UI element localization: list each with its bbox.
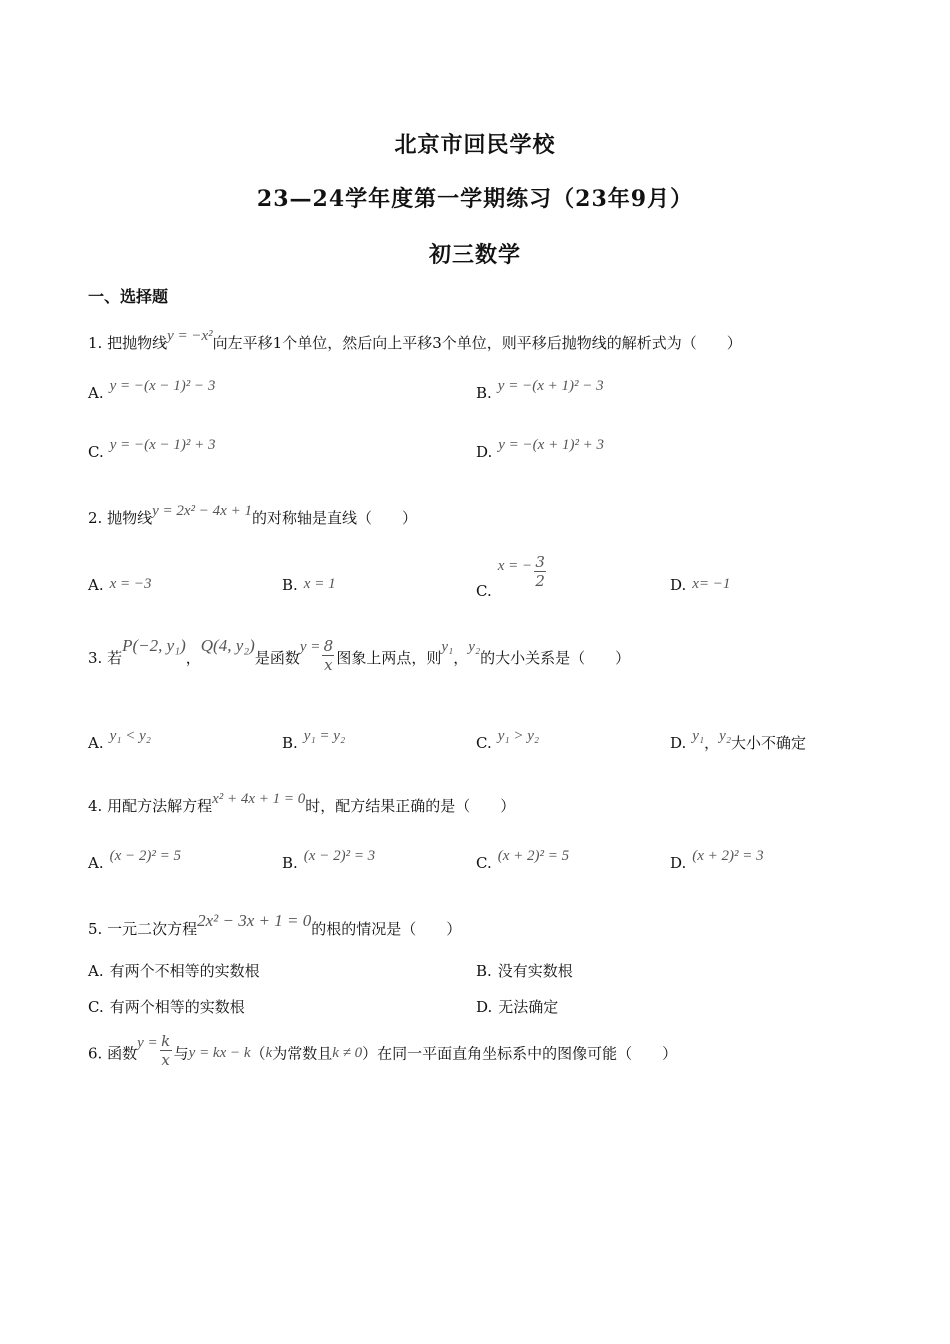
q2-fraction: $\frac{3}{2}$	[535, 553, 545, 590]
question-3: 3. 若P(−2, y₁)，Q(4, y₂)是函数y = $\frac{8}{x}$ 图象上两点，则y₁，y₂的大小关系是（ ）	[88, 636, 631, 674]
question-5: 5. 一元二次方程2x² − 3x + 1 = 0的根的情况是（ ）	[88, 911, 462, 938]
q4-number: 4.	[88, 797, 103, 815]
q5-option-a: A. 有两个不相等的实数根	[88, 962, 260, 980]
question-1	[88, 328, 742, 353]
q1-option-a: A. y = −(x − 1)² − 3	[88, 378, 216, 402]
q2-option-b: B. x = 1	[282, 576, 336, 594]
q3-option-d: D. y₁，y₂大小不确定	[670, 728, 807, 752]
question-6: 6. 函数y = $\frac{k}{x}$ 与y = kx − k（k为常数且k ≠ 0）在同一平面直角坐标系中的图像可能（ ）	[88, 1032, 678, 1069]
q5-number: 5.	[88, 920, 103, 938]
q6-linear-expr: y = kx − k	[188, 1044, 251, 1061]
q3-option-b: B. y₁ = y₂	[282, 728, 346, 752]
q4-option-d: D. (x + 2)² = 3	[670, 848, 764, 872]
q1-option-b: B. y = −(x + 1)² − 3	[476, 378, 604, 402]
q4-option-c: C. (x + 2)² = 5	[476, 848, 570, 872]
q4-expr: x² + 4x + 1 = 0	[212, 791, 306, 807]
section-heading: 一、选择题	[88, 287, 169, 306]
q4-option-a: A. (x − 2)² = 5	[88, 848, 181, 872]
q2-expr: y = 2x² − 4x + 1	[152, 503, 252, 519]
q6-fraction: $\frac{k}{x}$	[161, 1032, 171, 1069]
q2-text-a: 抛物线	[107, 509, 153, 527]
q2-option-d: D. x= −1	[670, 576, 731, 594]
q3-point-q: Q(4, y₂)	[200, 636, 255, 655]
q2-option-c: C.x = − $\frac{3}{2}$	[476, 553, 545, 600]
q3-point-p: P(−2, y₁)	[122, 636, 186, 655]
q5-option-c: C. 有两个相等的实数根	[88, 998, 245, 1016]
q3-option-c: C. y₁ > y₂	[476, 728, 540, 752]
q3-number: 3.	[88, 649, 103, 667]
term-title: 23—24学年度第一学期练习（23年9月）	[256, 186, 694, 212]
q2-number: 2.	[88, 509, 103, 527]
q4-option-b: B. (x − 2)² = 3	[282, 848, 376, 872]
subject-title: 初三数学	[428, 242, 521, 268]
q1-number: 1.	[88, 334, 103, 352]
q3-option-a: A. y₁ < y₂	[88, 728, 151, 752]
q1-text-b: 向左平移1个单位，然后向上平移3个单位，则平移后抛物线的解析式为（ ）	[212, 334, 742, 352]
q1-option-d: D. y = −(x + 1)² + 3	[476, 437, 605, 461]
q5-expr: 2x² − 3x + 1 = 0	[197, 911, 312, 930]
q3-fraction: $\frac{8}{x}$	[323, 636, 334, 674]
q2-option-a: A. x = −3	[88, 576, 152, 594]
q2-text-b: 的对称轴是直线（ ）	[251, 509, 417, 527]
question-4: 4. 用配方法解方程x² + 4x + 1 = 0时，配方结果正确的是（ ）	[88, 791, 516, 815]
q1-expr: y = −x²	[167, 328, 213, 344]
q5-option-b: B. 没有实数根	[476, 962, 573, 980]
question-2	[88, 503, 417, 528]
q5-option-d: D. 无法确定	[476, 998, 559, 1016]
q1-option-c: C. y = −(x − 1)² + 3	[88, 437, 216, 461]
q6-number: 6.	[88, 1044, 103, 1063]
school-title: 北京市回民学校	[394, 132, 556, 158]
q1-text-a: 把抛物线	[107, 334, 168, 352]
